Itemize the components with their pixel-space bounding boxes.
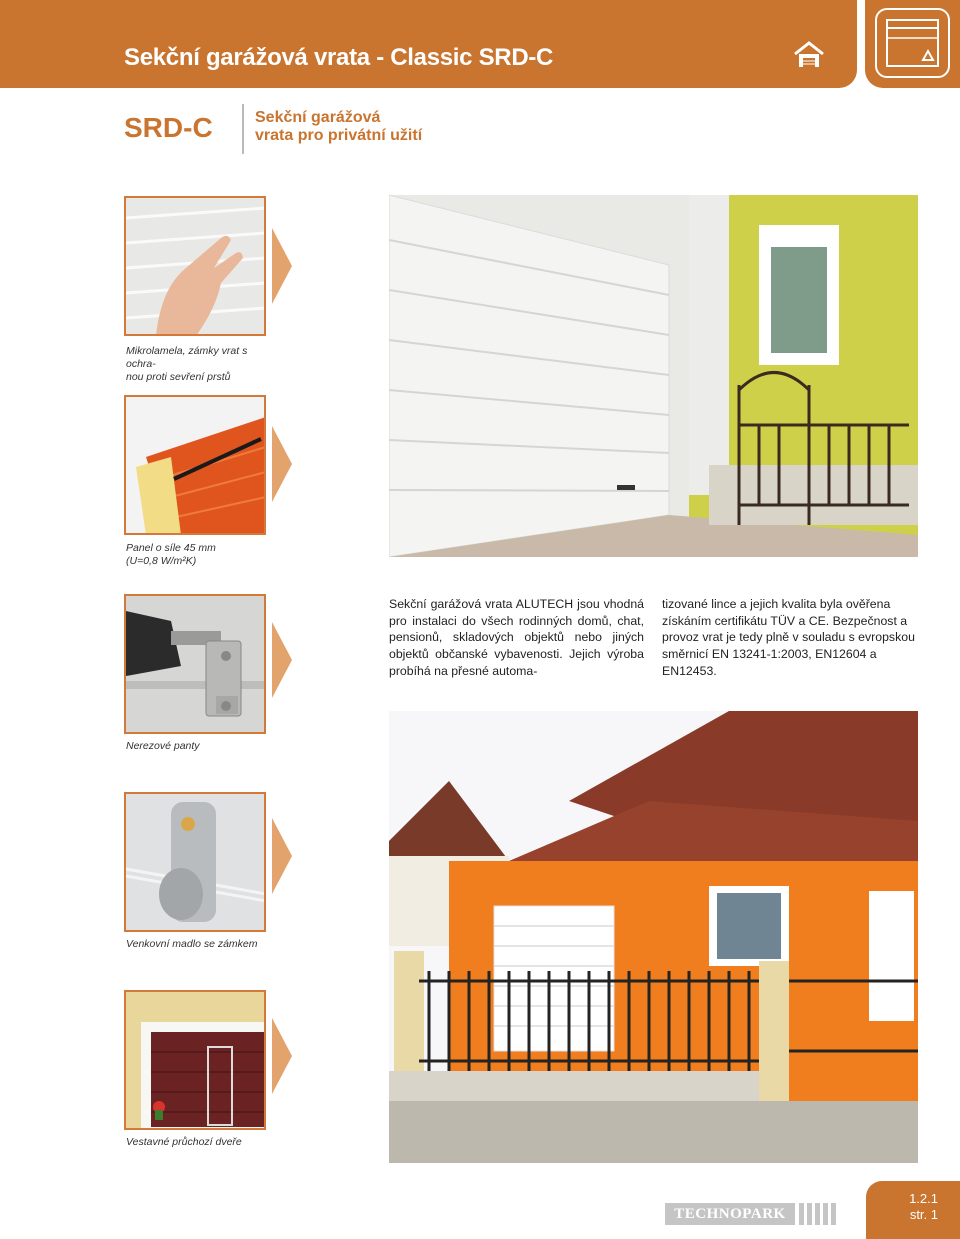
caption-line: Nerezové panty: [126, 740, 200, 752]
logo-bars: [799, 1203, 839, 1225]
page-number: [909, 1191, 938, 1223]
page-label: str. 1: [909, 1207, 938, 1222]
product-code: SRD-C: [124, 112, 213, 143]
page-title: Sekční garážová vrata - Classic SRD-C: [124, 44, 554, 71]
subtitle-line-2: vrata pro privátní užití: [255, 127, 423, 144]
section-number: 1.2.1: [909, 1191, 938, 1206]
caption-line: Mikrolamela, zámky vrat s ochra-: [126, 345, 248, 370]
feature-image-handle: [124, 792, 266, 932]
photo-garage-door-closeup: [389, 195, 918, 557]
caption-line: Venkovní madlo se zámkem: [126, 938, 258, 950]
home-garage-icon: [792, 40, 826, 70]
feature-caption: [126, 542, 276, 568]
feature-arrow: [272, 426, 292, 502]
feature-caption: [126, 345, 276, 384]
subtitle-line-1: Sekční garážová: [255, 109, 381, 126]
feature-image-wicket-door: [124, 990, 266, 1130]
feature-caption: [126, 740, 276, 753]
caption-line: Panel o síle 45 mm: [126, 542, 216, 554]
caption-line: nou proti sevření prstů: [126, 371, 231, 383]
logo-text: TECHNOPARK: [665, 1203, 795, 1225]
category-badge: [865, 0, 960, 88]
header-bar: [0, 0, 857, 88]
feature-image-hinge: [124, 594, 266, 734]
caption-line: Vestavné průchozí dveře: [126, 1136, 242, 1148]
feature-caption: [126, 938, 276, 951]
feature-arrow: [272, 818, 292, 894]
garage-door-icon: [875, 8, 950, 78]
feature-image-panel: [124, 395, 266, 535]
photo-house-with-garage: [389, 711, 918, 1163]
body-text-column-2: tizované lince a jejich kvalita byla ověřena získáním certifikátu TÜV a CE. Bezpečnost a provoz vrat je tedy plně v souladu s evropskou směrnicí EN 13241-1:2003, EN12604 a EN12453.: [662, 597, 915, 678]
caption-line: (U=0,8 W/m²K): [126, 555, 197, 567]
feature-arrow: [272, 622, 292, 698]
divider: [242, 104, 244, 154]
body-text-column-1: Sekční garážová vrata ALUTECH jsou vhodná pro instalaci do všech rodinných domů, chat, pensionů, skladových objektů nebo jiných objektů občanské vybavenosti. Jejich výroba probíhá na přesné automa-: [389, 597, 644, 678]
technopark-logo: [665, 1203, 843, 1225]
feature-arrow: [272, 228, 292, 304]
page-number-box: [866, 1181, 960, 1239]
product-subtitle: [255, 109, 422, 145]
feature-arrow: [272, 1018, 292, 1094]
feature-image-microlamella: [124, 196, 266, 336]
feature-caption: [126, 1136, 276, 1149]
